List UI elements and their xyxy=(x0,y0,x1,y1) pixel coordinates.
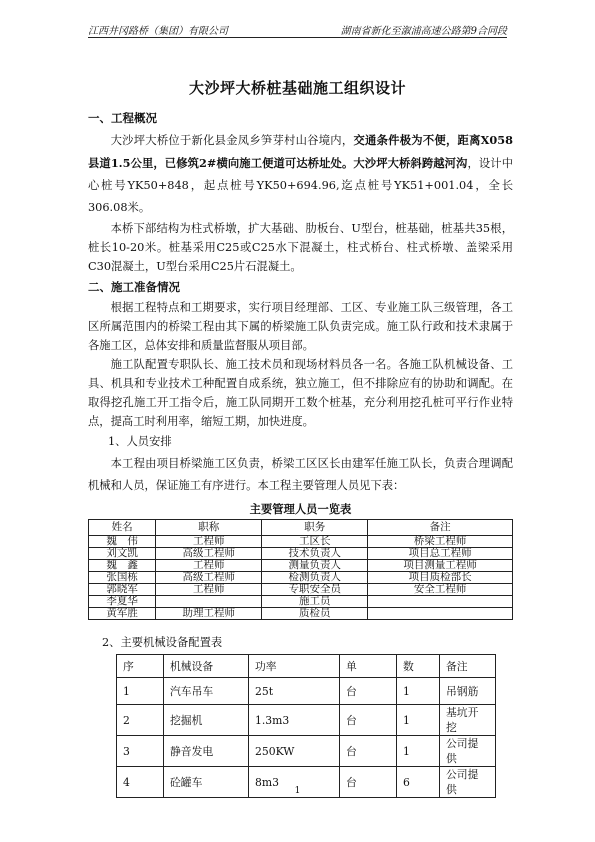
table-row xyxy=(89,584,513,596)
table-cell: 砼罐车 xyxy=(164,767,249,798)
table-cell: 李夏华 xyxy=(89,596,156,608)
table-cell: 黄军胜 xyxy=(89,608,156,620)
table-header-cell: 备注 xyxy=(368,520,513,536)
personnel-table-caption: 主要管理人员一览表 xyxy=(249,502,352,516)
table-cell: 台 xyxy=(340,736,397,767)
table-cell: 4 xyxy=(117,767,164,798)
table-cell: 挖掘机 xyxy=(164,705,249,736)
table-cell: 郭晓军 xyxy=(89,584,156,596)
table-cell xyxy=(156,596,262,608)
overview-paragraph-2: 本桥下部结构为柱式桥墩，扩大基础、肋板台、U型台，桩基础，桩基共35根，桩长10-20米。桩基采用C25或C25水下混凝土，柱式桥台、柱式桥墩、盖梁采用C30混凝土，U型台采用C25片石混凝土。 xyxy=(88,222,513,273)
table-header-cell: 机械设备 xyxy=(164,655,249,678)
table-cell: 汽车吊车 xyxy=(164,678,249,705)
table-cell: 6 xyxy=(397,767,440,798)
table-cell: 台 xyxy=(340,705,397,736)
table-row xyxy=(89,596,513,608)
table-cell: 公司提供 xyxy=(440,736,496,767)
subheading-personnel: 1、人员安排 xyxy=(108,435,172,448)
table-header-cell: 数 xyxy=(397,655,440,678)
table-cell: 25t xyxy=(249,678,340,705)
table-cell: 台 xyxy=(340,678,397,705)
table-cell: 安全工程师 xyxy=(368,584,513,596)
table-header-cell: 单 xyxy=(340,655,397,678)
table-cell: 项目总工程师 xyxy=(368,548,513,560)
table-header-cell: 职务 xyxy=(262,520,368,536)
table-header-cell: 功率 xyxy=(249,655,340,678)
table-row xyxy=(89,572,513,584)
table-cell: 工程师 xyxy=(156,536,262,548)
table-cell: 1 xyxy=(397,736,440,767)
table-cell: 桥梁工程师 xyxy=(368,536,513,548)
table-cell: 台 xyxy=(340,767,397,798)
document-title: 大沙坪大桥桩基础施工组织设计 xyxy=(188,79,406,97)
table-row xyxy=(89,548,513,560)
table-row xyxy=(117,678,496,705)
table-cell: 张国栋 xyxy=(89,572,156,584)
table-cell: 测量负责人 xyxy=(262,560,368,572)
table-cell: 基坑开挖 xyxy=(440,705,496,736)
table-row xyxy=(89,536,513,548)
table-row xyxy=(117,705,496,736)
table-cell: 1 xyxy=(397,705,440,736)
table-row xyxy=(89,560,513,572)
table-cell: 公司提供 xyxy=(440,767,496,798)
section-heading-preparation: 二、施工准备情况 xyxy=(88,280,180,294)
table-header-cell: 备注 xyxy=(440,655,496,678)
table-row xyxy=(117,736,496,767)
table-cell: 技术负责人 xyxy=(262,548,368,560)
page-number: 1 xyxy=(294,786,301,796)
table-cell: 项目测量工程师 xyxy=(368,560,513,572)
overview-text-bold: 交通条件极为不便，距离X058县道1.5公里，已修筑2#横向施工便道可达桥址处。大沙坪大桥斜跨越河沟 xyxy=(88,133,513,170)
table-cell: 工程师 xyxy=(156,584,262,596)
overview-text-a: 大沙坪大桥位于新化县金凤乡笋芽村山谷境内， xyxy=(110,134,354,147)
table-cell: 工区长 xyxy=(262,536,368,548)
personnel-table xyxy=(88,519,513,620)
equipment-table xyxy=(116,654,496,798)
table-cell: 检测负责人 xyxy=(262,572,368,584)
table-cell: 魏 伟 xyxy=(89,536,156,548)
overview-paragraph-1 xyxy=(88,129,513,219)
document-body xyxy=(88,107,513,798)
table-cell: 刘文凯 xyxy=(89,548,156,560)
table-cell: 吊钢筋 xyxy=(440,678,496,705)
table-cell: 专职安全员 xyxy=(262,584,368,596)
equipment-table-caption: 2、主要机械设备配置表 xyxy=(102,636,223,649)
table-header-cell: 职称 xyxy=(156,520,262,536)
table-cell: 魏 鑫 xyxy=(89,560,156,572)
table-cell: 1 xyxy=(117,678,164,705)
table-cell: 项目质检部长 xyxy=(368,572,513,584)
preparation-paragraph-1: 根据工程特点和工期要求，实行项目经理部、工区、专业施工队三级管理，各工区所属范围内的桥梁工程由其下属的桥梁施工队负责完成。施工队行政和技术隶属于各施工区，总体安排和质量监督服从项目部。 xyxy=(88,301,513,352)
personnel-paragraph: 本工程由项目桥梁施工区负责，桥梁工区区长由建军任施工队长，负责合理调配机械和人员，保证施工有序进行。本工程主要管理人员见下表： xyxy=(88,457,513,492)
table-header-row xyxy=(117,655,496,678)
overview-text-c: ，设计中心桩号YK50+848，起点桩号YK50+694.96,迄点桩号YK51+001.04，全长306.08米。 xyxy=(88,157,513,214)
table-cell xyxy=(368,596,513,608)
page-header xyxy=(88,20,507,38)
table-cell xyxy=(368,608,513,620)
table-cell: 施工员 xyxy=(262,596,368,608)
table-header-cell: 序 xyxy=(117,655,164,678)
preparation-paragraph-2: 施工队配置专职队长、施工技术员和现场材料员各一名。各施工队机械设备、工具、机具和专业技术工种配置自成系统，独立施工，但不排除应有的协助和调配。在取得挖孔施工开工指令后，施工队同期开工数个桩基，充分利用挖孔桩可平行作业特点，提高工时利用率，缩短工期，加快进度。 xyxy=(88,358,513,428)
header-company: 江西井冈路桥（集团）有限公司 xyxy=(88,26,228,37)
table-cell: 1 xyxy=(397,678,440,705)
table-cell: 250KW xyxy=(249,736,340,767)
table-header-cell: 姓名 xyxy=(89,520,156,536)
table-cell: 静音发电 xyxy=(164,736,249,767)
table-cell: 高级工程师 xyxy=(156,548,262,560)
table-cell: 工程师 xyxy=(156,560,262,572)
table-row xyxy=(89,608,513,620)
header-rule xyxy=(88,37,507,38)
table-cell: 质检员 xyxy=(262,608,368,620)
table-header-row xyxy=(89,520,513,536)
section-heading-overview: 一、工程概况 xyxy=(88,111,157,125)
table-cell: 1.3m3 xyxy=(249,705,340,736)
table-cell: 高级工程师 xyxy=(156,572,262,584)
table-cell: 3 xyxy=(117,736,164,767)
table-cell: 助理工程师 xyxy=(156,608,262,620)
table-cell: 8m3 xyxy=(249,767,340,798)
header-project: 湖南省新化至溆浦高速公路第9合同段 xyxy=(340,26,507,37)
table-cell: 2 xyxy=(117,705,164,736)
